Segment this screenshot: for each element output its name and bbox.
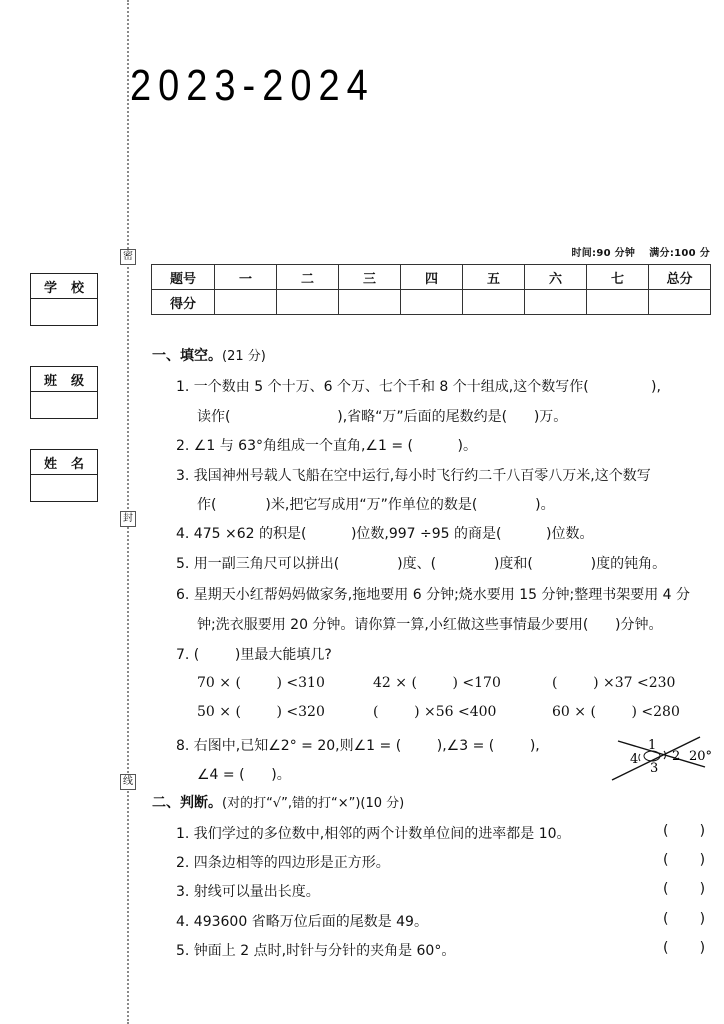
score-table: [151, 264, 711, 315]
judge-answer-3[interactable]: ( ): [663, 881, 706, 897]
svg-text:2: 2: [672, 749, 681, 764]
score-col-7: 七: [587, 265, 649, 290]
school-box: [30, 273, 98, 326]
intersecting-lines-figure: [600, 735, 720, 793]
class-field[interactable]: [31, 392, 97, 418]
score-col-total: 总分: [649, 265, 711, 290]
class-label-char-2: 级: [70, 373, 84, 389]
score-table-score-row: [152, 290, 711, 315]
score-cell-3[interactable]: [339, 290, 401, 315]
svg-text:3: 3: [650, 761, 659, 776]
score-table-row1-header: 题号: [152, 265, 215, 290]
judge-item-1: 1. 我们学过的多位数中,相邻的两个计数单位间的进率都是 10。: [176, 826, 571, 842]
question-6-line-1: 6. 星期天小红帮妈妈做家务,拖地要用 6 分钟;烧水要用 15 分钟;整理书架要用 4 分: [176, 587, 691, 603]
question-8-line-1: 8. 右图中,已知∠2° = 20,则∠1 = ( ),∠3 = ( ),: [176, 738, 540, 754]
name-label-char-1: 姓: [44, 456, 58, 472]
svg-text:4: 4: [630, 752, 639, 767]
score-col-4: 四: [401, 265, 463, 290]
score-cell-4[interactable]: [401, 290, 463, 315]
section-1-title: 一、填空。: [152, 348, 222, 364]
question-7-item-6: 60 × ( ) <280: [552, 704, 680, 720]
question-7-item-4: 50 × ( ) <320: [197, 704, 325, 720]
class-label: [31, 367, 97, 392]
class-label-char-1: 班: [44, 373, 58, 389]
section-1-points: (21 分): [222, 349, 266, 364]
name-label: [31, 450, 97, 475]
question-6-line-2: 钟;洗衣服要用 20 分钟。请你算一算,小红做这些事情最少要用( )分钟。: [197, 617, 663, 633]
school-label: [31, 274, 97, 299]
question-4: 4. 475 ×62 的积是( )位数,997 ÷95 的商是( )位数。: [176, 526, 594, 542]
question-7-item-3: ( ) ×37 <230: [552, 675, 676, 691]
exam-time: 时间:90 分钟: [571, 248, 636, 259]
class-box: [30, 366, 98, 419]
judge-item-3: 3. 射线可以量出长度。: [176, 884, 320, 900]
svg-text:1: 1: [648, 738, 657, 753]
margin-marker-feng: 封: [120, 511, 136, 527]
score-col-2: 二: [277, 265, 339, 290]
exam-full-score: 满分:100 分: [649, 248, 710, 259]
question-3-line-1: 3. 我国神州号载人飞船在空中运行,每小时飞行约二千八百零八万米,这个数写: [176, 468, 651, 484]
judge-answer-4[interactable]: ( ): [663, 911, 706, 927]
question-7-title: 7. ( )里最大能填几?: [176, 647, 332, 663]
judge-answer-5[interactable]: ( ): [663, 940, 706, 956]
judge-answer-2[interactable]: ( ): [663, 852, 706, 868]
judge-item-4: 4. 493600 省略万位后面的尾数是 49。: [176, 914, 428, 930]
score-col-3: 三: [339, 265, 401, 290]
angle-diagram-icon: [600, 735, 720, 793]
judge-item-2: 2. 四条边相等的四边形是正方形。: [176, 855, 390, 871]
score-col-6: 六: [525, 265, 587, 290]
exam-info: [557, 244, 710, 259]
question-7-item-5: ( ) ×56 <400: [373, 704, 497, 720]
school-label-char-1: 学: [44, 280, 58, 296]
judge-answer-1[interactable]: ( ): [663, 823, 706, 839]
name-box: [30, 449, 98, 502]
score-cell-2[interactable]: [277, 290, 339, 315]
score-table-header-row: [152, 265, 711, 290]
score-cell-5[interactable]: [463, 290, 525, 315]
question-1-line-1: 1. 一个数由 5 个十万、6 个万、七个千和 8 个十组成,这个数写作( ),: [176, 379, 661, 395]
question-7-item-2: 42 × ( ) <170: [373, 675, 501, 691]
score-cell-7[interactable]: [587, 290, 649, 315]
score-cell-6[interactable]: [525, 290, 587, 315]
section-2-points: (对的打“√”,错的打“×”)(10 分): [222, 796, 405, 811]
score-table-row2-header: 得分: [152, 290, 215, 315]
question-1-line-2: 读作( ),省略“万”后面的尾数约是( )万。: [197, 409, 568, 425]
name-label-char-2: 名: [70, 456, 84, 472]
score-cell-total[interactable]: [649, 290, 711, 315]
school-field[interactable]: [31, 299, 97, 325]
question-3-line-2: 作( )米,把它写成用“万”作单位的数是( )。: [197, 497, 555, 513]
margin-marker-xian: 线: [120, 774, 136, 790]
svg-text:20°: 20°: [689, 749, 713, 764]
school-label-char-2: 校: [70, 280, 84, 296]
name-field[interactable]: [31, 475, 97, 501]
section-2-title: 二、判断。: [152, 795, 222, 811]
score-cell-1[interactable]: [215, 290, 277, 315]
question-8-line-2: ∠4 = ( )。: [197, 767, 291, 783]
score-col-5: 五: [463, 265, 525, 290]
question-7-item-1: 70 × ( ) <310: [197, 675, 325, 691]
section-2-heading: [152, 792, 404, 812]
judge-item-5: 5. 钟面上 2 点时,时针与分针的夹角是 60°。: [176, 943, 456, 959]
score-col-1: 一: [215, 265, 277, 290]
margin-marker-mi: 密: [120, 249, 136, 265]
question-2: 2. ∠1 与 63°角组成一个直角,∠1 = ( )。: [176, 438, 477, 454]
exam-year-title: 2023-2024: [130, 62, 375, 111]
question-5: 5. 用一副三角尺可以拼出( )度、( )度和( )度的钝角。: [176, 556, 667, 572]
section-1-heading: [152, 345, 266, 365]
